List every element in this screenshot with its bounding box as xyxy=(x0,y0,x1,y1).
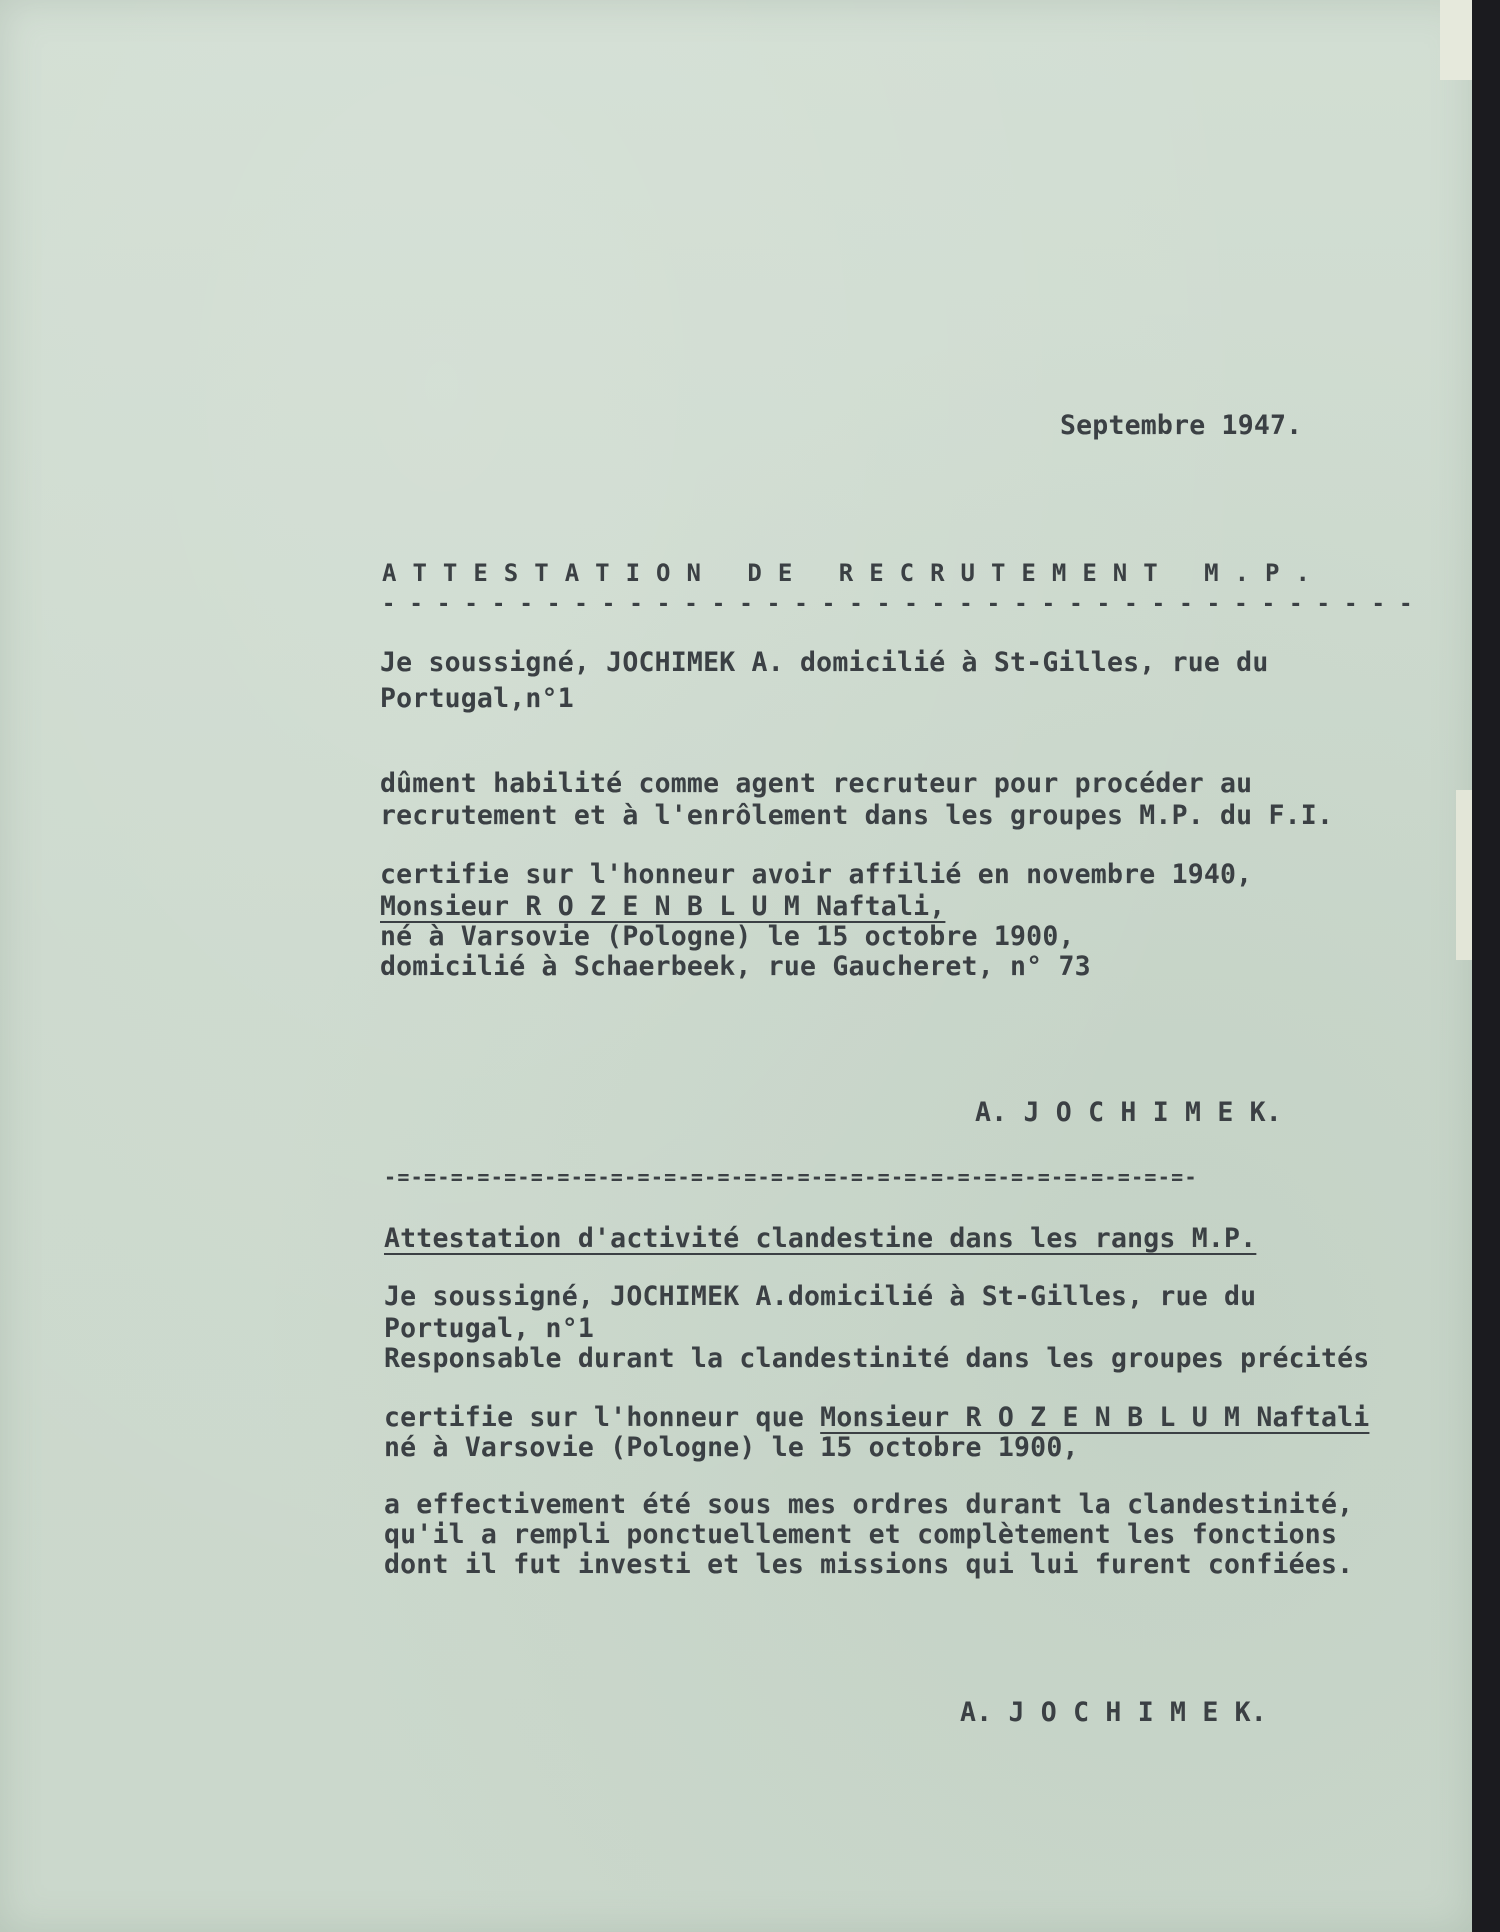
torn-edge xyxy=(1440,0,1472,80)
responsible-identity-line-2: Portugal, n°1 xyxy=(384,1313,595,1344)
member-name: Monsieur R O Z E N B L U M Naftali xyxy=(820,1402,1370,1433)
certification-2-prefix: certifie sur l'honneur que xyxy=(384,1402,821,1433)
responsible-identity-line-1: Je soussigné, JOCHIMEK A.domicilié à St-Gilles, rue du xyxy=(384,1281,1257,1312)
member-birth-line: né à Varsovie (Pologne) le 15 octobre 1900, xyxy=(384,1432,1079,1463)
recruiter-authority-line-2: recrutement et à l'enrôlement dans les groupes M.P. du F.I. xyxy=(380,800,1334,831)
signature-1: A. J O C H I M E K. xyxy=(975,1097,1282,1128)
signature-2: A. J O C H I M E K. xyxy=(960,1697,1267,1728)
recruit-name: Monsieur R O Z E N B L U M Naftali, xyxy=(380,891,946,922)
document-date: Septembre 1947. xyxy=(1060,410,1303,441)
service-statement-line-3: dont il fut investi et les missions qui lui furent confiées. xyxy=(384,1549,1354,1580)
responsible-identity-line-3: Responsable durant la clandestinité dans les groupes précités xyxy=(384,1343,1370,1374)
service-statement-line-2: qu'il a rempli ponctuellement et complètement les fonctions xyxy=(384,1519,1338,1550)
recruiter-identity-line-2: Portugal,n°1 xyxy=(380,683,574,714)
recruit-birth-line: né à Varsovie (Pologne) le 15 octobre 1900, xyxy=(380,921,1075,952)
section-divider: -=-=-=-=-=-=-=-=-=-=-=-=-=-=-=-=-=-=-=-=-=-=-=-=-=-=-=-=-=-=- xyxy=(384,1165,1198,1189)
recruiter-identity-line-1: Je soussigné, JOCHIMEK A. domicilié à St-Gilles, rue du xyxy=(380,647,1269,678)
recruiter-authority-line-1: dûment habilité comme agent recruteur pour procéder au xyxy=(380,768,1253,799)
service-statement-line-1: a effectivement été sous mes ordres durant la clandestinité, xyxy=(384,1489,1354,1520)
clandestine-activity-title: Attestation d'activité clandestine dans les rangs M.P. xyxy=(384,1223,1257,1254)
certification-2-line-1 xyxy=(384,1403,1369,1433)
recruit-address-line: domicilié à Schaerbeek, rue Gaucheret, n° 73 xyxy=(380,951,1091,982)
title-dash-separator: - - - - - - - - - - - - - - - - - - - - - - - - - - - - - - - - - - - - - - xyxy=(382,592,1413,617)
torn-edge xyxy=(1456,790,1472,960)
recruitment-attestation-title: ATTESTATION DE RECRUTEMENT M.P. xyxy=(382,559,1326,587)
certification-line-1: certifie sur l'honneur avoir affilié en novembre 1940, xyxy=(380,859,1253,890)
